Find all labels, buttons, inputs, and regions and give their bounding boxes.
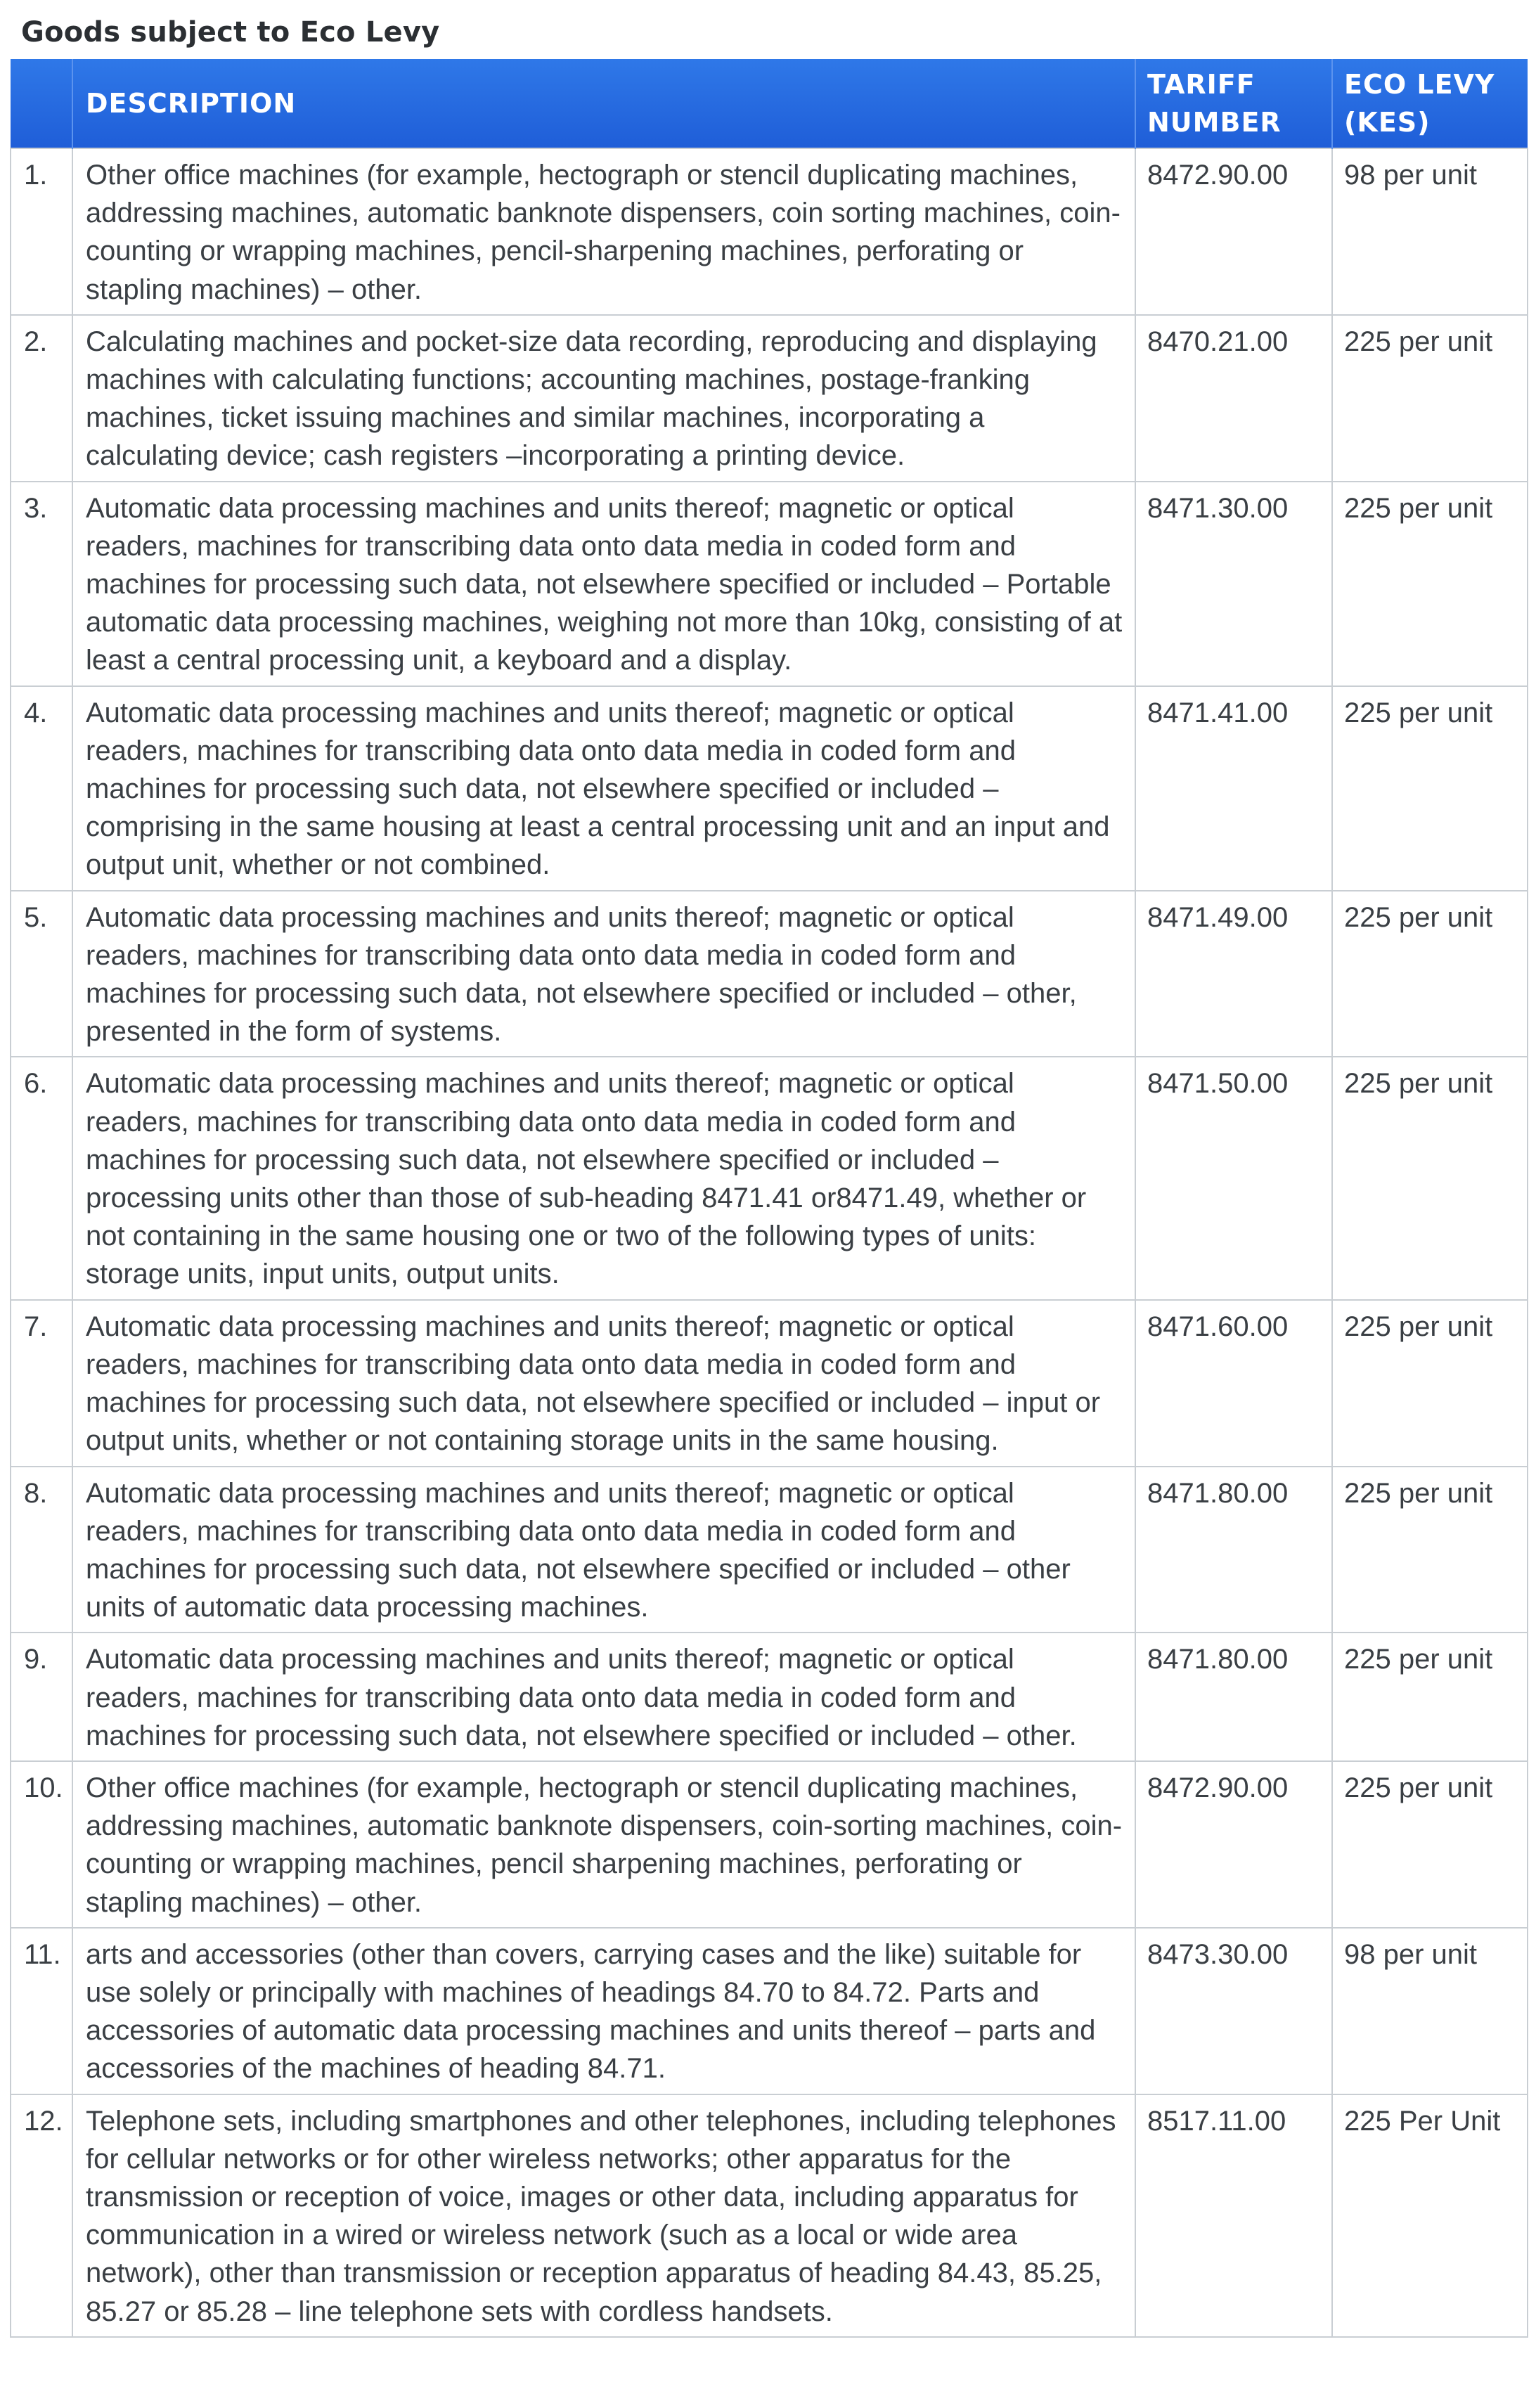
table-row xyxy=(11,1057,1528,1299)
row-description: Automatic data processing machines and units thereof; magnetic or optical readers, machines for transcribing data onto data media in coded form and machines for processing such data, not elsewhere specified or included – Portable automatic data processing machines, weighing not more than 10kg, consisting of at least a central processing unit, a keyboard and a display. xyxy=(72,482,1135,686)
row-tariff-number: 8472.90.00 xyxy=(1135,1761,1332,1928)
row-description: arts and accessories (other than covers, carrying cases and the like) suitable for use solely or principally with machines of headings 84.70 to 84.72. Parts and accessories of automatic data processing machines and units thereof – parts and accessories of the machines of heading 84.71. xyxy=(72,1928,1135,2094)
row-eco-levy: 98 per unit xyxy=(1332,1928,1528,2094)
row-number: 3. xyxy=(11,482,72,686)
table-row xyxy=(11,1467,1528,1633)
row-number: 8. xyxy=(11,1467,72,1633)
header-levy-line2: (KES) xyxy=(1344,107,1431,138)
row-eco-levy: 225 per unit xyxy=(1332,1300,1528,1467)
row-tariff-number: 8471.49.00 xyxy=(1135,891,1332,1057)
row-tariff-number: 8471.80.00 xyxy=(1135,1467,1332,1633)
table-row xyxy=(11,482,1528,686)
header-tariff-line2: NUMBER xyxy=(1147,107,1282,138)
table-row xyxy=(11,148,1528,315)
header-eco-levy xyxy=(1332,59,1528,148)
row-eco-levy: 225 per unit xyxy=(1332,482,1528,686)
header-description xyxy=(72,59,1135,148)
row-eco-levy: 225 per unit xyxy=(1332,1761,1528,1928)
row-number: 9. xyxy=(11,1633,72,1761)
row-description: Automatic data processing machines and units thereof; magnetic or optical readers, machines for transcribing data onto data media in coded form and machines for processing such data, not elsewhere specified or included – other, presented in the form of systems. xyxy=(72,891,1135,1057)
row-tariff-number: 8471.80.00 xyxy=(1135,1633,1332,1761)
row-description: Telephone sets, including smartphones and other telephones, including telephones for cellular networks or for other wireless networks; other apparatus for the transmission or reception of voice, images or other data, including apparatus for communication in a wired or wireless network (such as a local or wide area network), other than transmission or reception apparatus of heading 84.43, 85.25, 85.27 or 85.28 – line telephone sets with cordless handsets. xyxy=(72,2094,1135,2337)
row-eco-levy: 225 per unit xyxy=(1332,1467,1528,1633)
row-eco-levy: 98 per unit xyxy=(1332,148,1528,315)
row-description: Automatic data processing machines and units thereof; magnetic or optical readers, machines for transcribing data onto data media in coded form and machines for processing such data, not elsewhere specified or included – comprising in the same housing at least a central processing unit and an input and output unit, whether or not combined. xyxy=(72,686,1135,891)
table-row xyxy=(11,2094,1528,2337)
table-row xyxy=(11,1633,1528,1761)
row-tariff-number: 8473.30.00 xyxy=(1135,1928,1332,2094)
row-number: 10. xyxy=(11,1761,72,1928)
row-eco-levy: 225 per unit xyxy=(1332,1633,1528,1761)
row-tariff-number: 8471.30.00 xyxy=(1135,482,1332,686)
row-number: 6. xyxy=(11,1057,72,1299)
table-row xyxy=(11,315,1528,482)
header-row xyxy=(11,59,1528,148)
row-eco-levy: 225 per unit xyxy=(1332,686,1528,891)
header-number xyxy=(11,59,72,148)
table-header xyxy=(11,59,1528,148)
header-description-label: DESCRIPTION xyxy=(86,88,297,119)
row-tariff-number: 8472.90.00 xyxy=(1135,148,1332,315)
row-description: Other office machines (for example, hectograph or stencil duplicating machines, addressing machines, automatic banknote dispensers, coin sorting machines, coin-counting or wrapping machines, pencil-sharpening machines, perforating or stapling machines) – other. xyxy=(72,148,1135,315)
header-tariff-number xyxy=(1135,59,1332,148)
row-number: 2. xyxy=(11,315,72,482)
row-tariff-number: 8470.21.00 xyxy=(1135,315,1332,482)
row-eco-levy: 225 Per Unit xyxy=(1332,2094,1528,2337)
row-description: Automatic data processing machines and units thereof; magnetic or optical readers, machines for transcribing data onto data media in coded form and machines for processing such data, not elsewhere specified or included – other. xyxy=(72,1633,1135,1761)
row-eco-levy: 225 per unit xyxy=(1332,891,1528,1057)
row-tariff-number: 8517.11.00 xyxy=(1135,2094,1332,2337)
table-row xyxy=(11,891,1528,1057)
row-tariff-number: 8471.50.00 xyxy=(1135,1057,1332,1299)
table-row xyxy=(11,1300,1528,1467)
row-eco-levy: 225 per unit xyxy=(1332,315,1528,482)
row-number: 7. xyxy=(11,1300,72,1467)
row-eco-levy: 225 per unit xyxy=(1332,1057,1528,1299)
row-number: 12. xyxy=(11,2094,72,2337)
table-row xyxy=(11,686,1528,891)
document-page xyxy=(10,10,1527,2338)
eco-levy-table xyxy=(10,59,1528,2338)
row-number: 5. xyxy=(11,891,72,1057)
page-title: Goods subject to Eco Levy xyxy=(21,16,440,49)
row-number: 1. xyxy=(11,148,72,315)
header-levy-line1: ECO LEVY xyxy=(1344,69,1495,100)
row-description: Automatic data processing machines and units thereof; magnetic or optical readers, machines for transcribing data onto data media in coded form and machines for processing such data, not elsewhere specified or included – processing units other than those of sub-heading 8471.41 or8471.49, whether or not containing in the same housing one or two of the following types of units: storage units, input units, output units. xyxy=(72,1057,1135,1299)
table-row xyxy=(11,1928,1528,2094)
table-row xyxy=(11,1761,1528,1928)
row-tariff-number: 8471.41.00 xyxy=(1135,686,1332,891)
row-description: Automatic data processing machines and units thereof; magnetic or optical readers, machines for transcribing data onto data media in coded form and machines for processing such data, not elsewhere specified or included – other units of automatic data processing machines. xyxy=(72,1467,1135,1633)
row-description: Other office machines (for example, hectograph or stencil duplicating machines, addressing machines, automatic banknote dispensers, coin-sorting machines, coin-counting or wrapping machines, pencil sharpening machines, perforating or stapling machines) – other. xyxy=(72,1761,1135,1928)
row-description: Calculating machines and pocket-size data recording, reproducing and displaying machines with calculating functions; accounting machines, postage-franking machines, ticket issuing machines and similar machines, incorporating a calculating device; cash registers –incorporating a printing device. xyxy=(72,315,1135,482)
row-number: 11. xyxy=(11,1928,72,2094)
row-description: Automatic data processing machines and units thereof; magnetic or optical readers, machines for transcribing data onto data media in coded form and machines for processing such data, not elsewhere specified or included – input or output units, whether or not containing storage units in the same housing. xyxy=(72,1300,1135,1467)
row-number: 4. xyxy=(11,686,72,891)
header-tariff-line1: TARIFF xyxy=(1147,69,1256,100)
row-tariff-number: 8471.60.00 xyxy=(1135,1300,1332,1467)
table-body xyxy=(11,148,1528,2337)
